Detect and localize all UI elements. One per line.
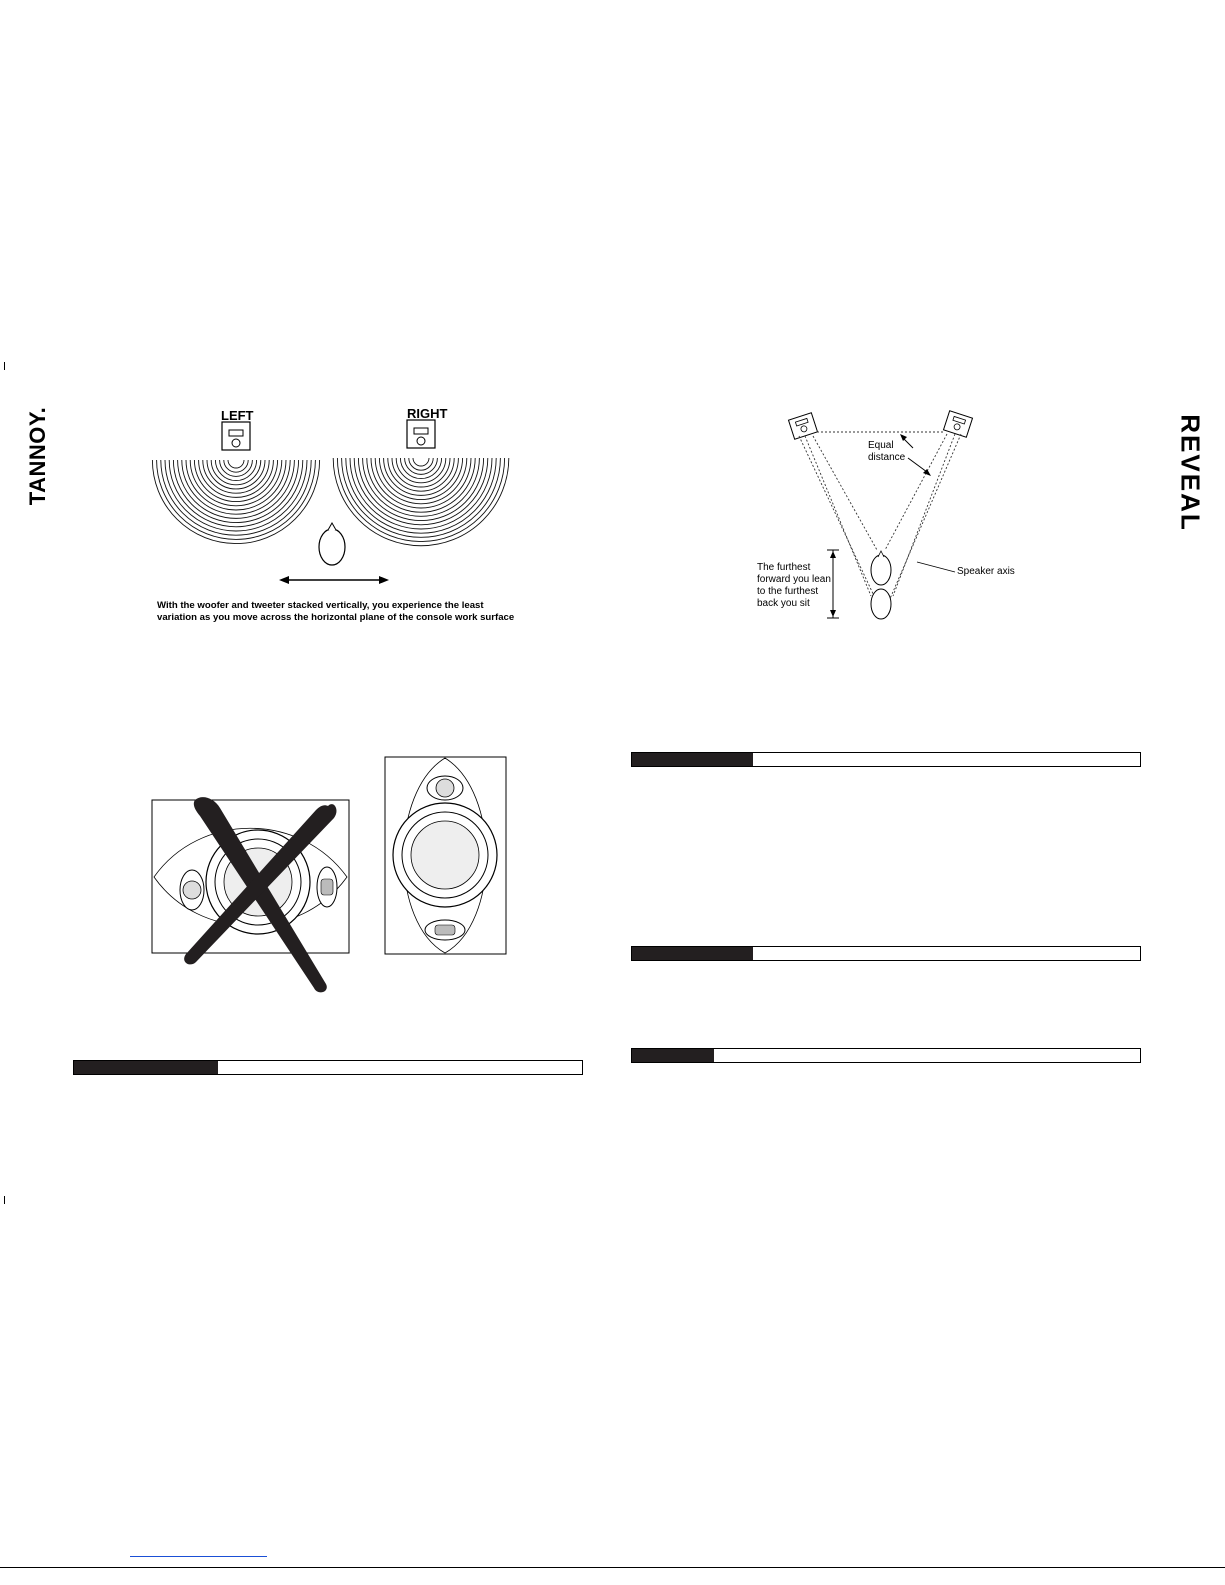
dispersion-arc [384,458,459,495]
arrow-left-icon [279,576,289,584]
section-header-tab [632,947,753,960]
footer-link-underline[interactable] [130,1556,267,1557]
dispersion-arc [413,458,429,466]
lean-range-label [757,562,831,610]
right-monitor-icon [943,411,972,437]
equal-distance-line-1: Equal [868,440,894,451]
section-header-bar [73,1060,583,1075]
dispersion-arc [224,460,248,472]
reveal-logo-text: REVEAL [1175,414,1206,532]
lean-line-1: The furthest [757,562,811,573]
lean-line-3: to the furthest [757,586,819,597]
tannoy-logo-text: TANNOY. [25,406,50,506]
dispersion-arc [199,460,274,497]
section-header-tab [632,1049,714,1062]
dispersion-arc [400,458,441,479]
caption-line-2: variation as you move across the horizontal plane of the console work surface [157,612,515,623]
speaker-axis-label: Speaker axis [957,566,1015,577]
dispersion-arc [409,458,433,470]
section-header-bar [631,946,1141,961]
speaker-orientation-figure [140,752,520,997]
dispersion-arc [165,460,307,531]
vertical-speaker-icon [385,757,506,954]
right-label: RIGHT [407,406,448,421]
section-header-tab [632,753,753,766]
left-monitor-icon [788,413,817,439]
equal-distance-label [868,440,905,464]
dispersion-diagram [145,390,533,630]
lean-line-2: forward you lean [757,574,831,585]
crop-mark-bottom [4,1196,5,1204]
dispersion-arcs-svg [145,390,533,630]
lean-line-4: back you sit [757,598,810,609]
section-header-tab [74,1061,218,1074]
figure-caption [157,600,537,624]
section-header-bar [631,1048,1141,1063]
listener-head-icon [319,529,345,565]
tannoy-logo [14,406,62,506]
section-header-bar [631,752,1141,767]
dispersion-arc [228,460,244,468]
speaker-orientation-svg [140,752,520,997]
arrow-right-icon [379,576,389,584]
reveal-logo [1170,408,1210,538]
listener-back-icon [871,589,891,619]
footer-rule [0,1567,1225,1568]
caption-line-1: With the woofer and tweeter stacked vertically, you experience the least [157,600,484,611]
left-label: LEFT [221,408,254,423]
dispersion-arc [350,458,492,529]
listener-forward-icon [871,555,891,585]
dispersion-arc [215,460,256,481]
crop-mark-top [4,362,5,370]
equal-distance-line-2: distance [868,452,906,463]
